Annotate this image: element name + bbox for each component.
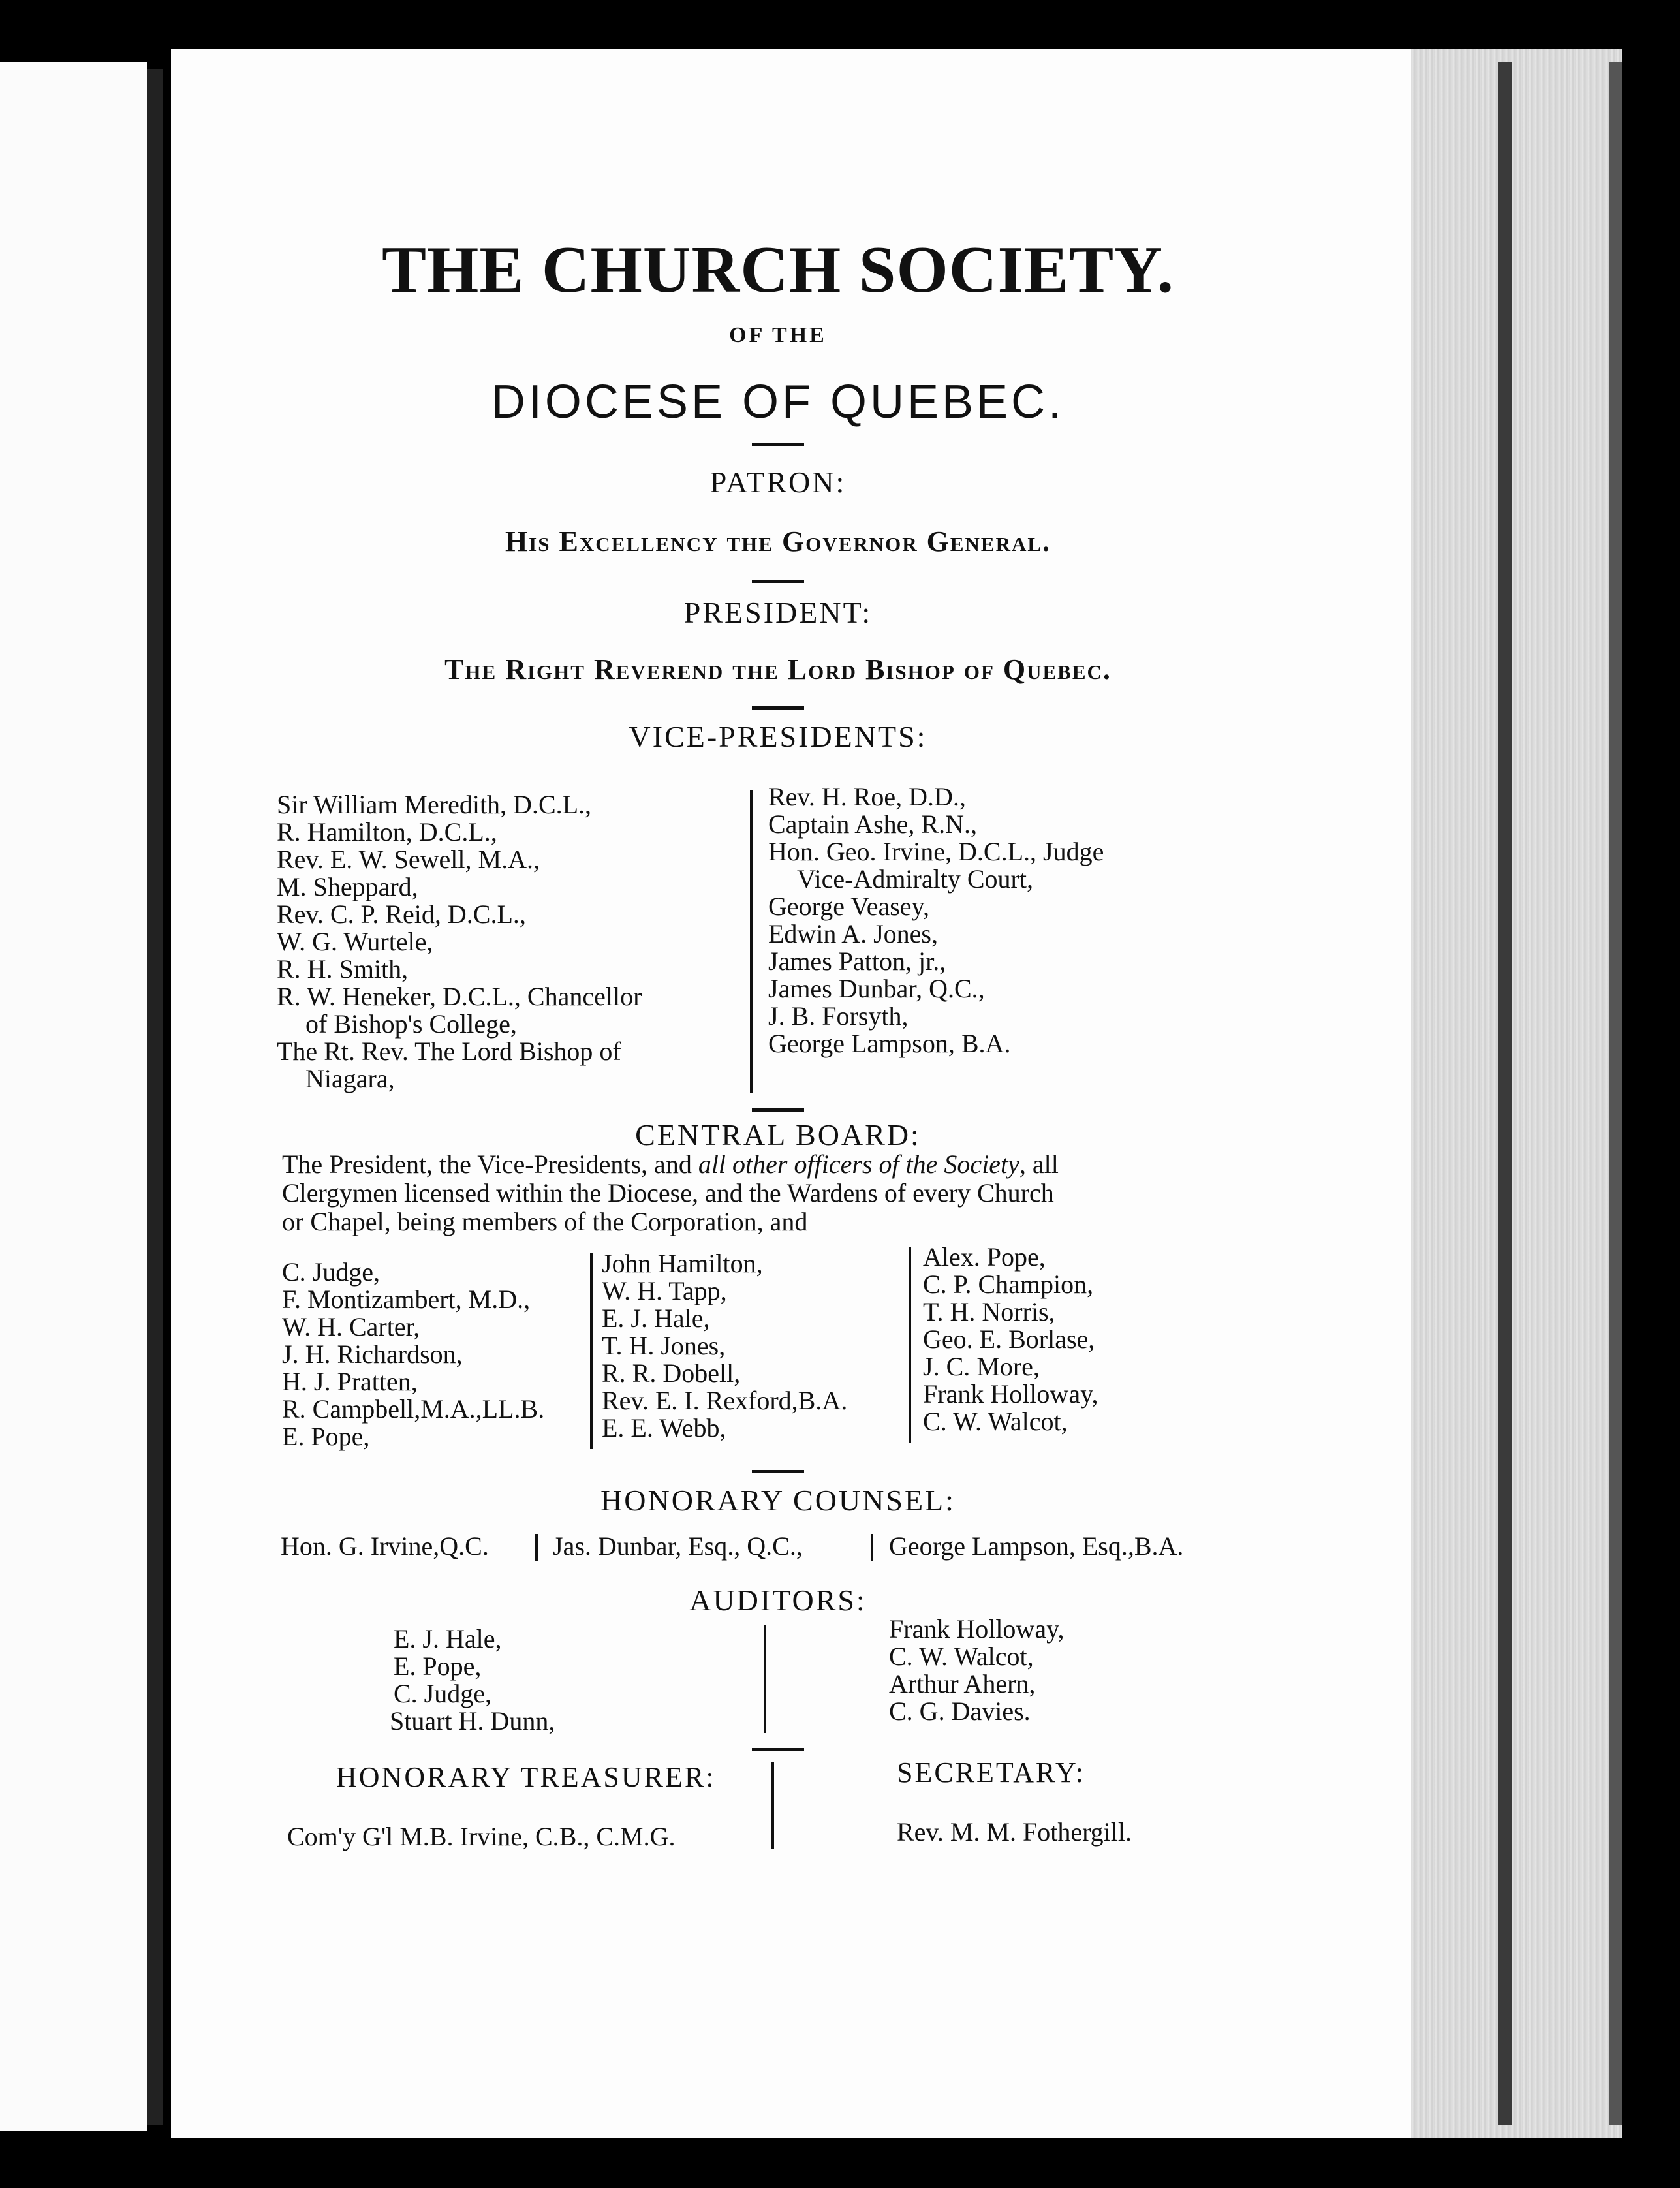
list-item: R. H. Smith, [277,954,409,984]
list-item: Rev. H. Roe, D.D., [768,782,966,811]
list-item: James Dunbar, Q.C., [768,974,985,1003]
treasurer-name: Com'y G'l M.B. Irvine, C.B., C.M.G. [287,1822,676,1851]
auditors-heading: AUDITORS: [689,1584,867,1617]
counsel-name: Hon. G. Irvine,Q.C. [281,1531,489,1561]
list-item: Captain Ashe, R.N., [768,809,977,839]
president-name: The Right Reverend the Lord Bishop of Quebec. [444,653,1112,685]
vice-presidents-left [277,791,642,1093]
list-item: M. Sheppard, [277,872,418,901]
list-item: J. H. Richardson, [282,1339,463,1369]
list-item: Alex. Pope, [923,1242,1046,1272]
document-title: THE CHURCH SOCIETY. [381,233,1174,307]
list-item: Rev. C. P. Reid, D.C.L., [277,899,526,929]
list-item: E. J. Hale, [394,1624,502,1653]
column-divider [750,790,753,1093]
list-item: T. H. Norris, [923,1297,1055,1326]
secretary-name: Rev. M. M. Fothergill. [897,1817,1132,1847]
treasurer-heading: HONORARY TREASURER: [336,1761,716,1793]
list-item: R. Hamilton, D.C.L., [277,817,497,847]
divider-rule [752,1748,804,1751]
list-item: C. G. Davies. [889,1696,1031,1726]
auditors-right [889,1616,1064,1725]
of-the-line: OF THE [729,323,827,347]
column-divider [535,1534,538,1561]
list-item: W. H. Tapp, [602,1276,727,1305]
central-board-col2 [602,1250,847,1442]
list-item: John Hamilton, [602,1249,763,1278]
list-item: E. Pope, [394,1651,482,1681]
list-item: W. G. Wurtele, [277,927,433,956]
list-item: Rev. E. W. Sewell, M.A., [277,845,540,874]
list-item: Geo. E. Borlase, [923,1324,1095,1354]
page-content [171,0,1385,2188]
divider-rule [752,580,804,583]
list-item: George Lampson, B.A. [768,1029,1011,1058]
list-item: Vice-Admiralty Court, [797,864,1033,894]
counsel-name: Jas. Dunbar, Esq., Q.C., [553,1531,803,1561]
divider-rule [752,706,804,710]
list-item: H. J. Pratten, [282,1367,418,1396]
patron-name: His Excellency the Governor General. [505,525,1051,557]
list-item: J. C. More, [923,1352,1040,1381]
list-item: R. Campbell,M.A.,LL.B. [282,1394,545,1424]
column-divider [871,1534,873,1561]
list-item: Sir William Meredith, D.C.L., [277,790,592,819]
page-stack-shadow [1498,62,1512,2125]
central-board-heading: CENTRAL BOARD: [635,1118,921,1151]
list-item: George Veasey, [768,892,929,921]
list-item: Rev. E. I. Rexford,B.A. [602,1386,848,1415]
page-stack-shadow-right [1609,62,1622,2125]
list-item: J. B. Forsyth, [768,1001,909,1031]
honorary-counsel-heading: HONORARY COUNSEL: [600,1484,956,1517]
list-item: C. Judge, [282,1257,380,1287]
list-item: Frank Holloway, [889,1614,1065,1644]
central-board-col3 [923,1243,1098,1435]
list-item: Arthur Ahern, [889,1669,1036,1698]
facing-page [0,62,147,2131]
secretary-heading: SECRETARY: [897,1757,1085,1789]
list-item: C. P. Champion, [923,1270,1094,1299]
column-divider [590,1253,593,1449]
list-item: James Patton, jr., [768,946,946,976]
list-item: Edwin A. Jones, [768,919,938,948]
column-divider [771,1762,774,1849]
divider-rule [752,1108,804,1112]
list-item: Stuart H. Dunn, [390,1706,555,1736]
list-item: Hon. Geo. Irvine, D.C.L., Judge [768,837,1104,866]
list-item: F. Montizambert, M.D., [282,1285,531,1314]
divider-rule [752,1470,804,1473]
list-item: C. W. Walcot, [889,1642,1034,1671]
counsel-name: George Lampson, Esq.,B.A. [889,1531,1184,1561]
intro-line: The President, the Vice-Presidents, and all other officers of the Society, all [282,1149,1059,1179]
column-divider [909,1247,911,1443]
auditors-left [390,1625,555,1735]
list-item: C. Judge, [394,1679,491,1708]
central-board-col1 [282,1258,544,1450]
list-item: R. R. Dobell, [602,1358,741,1388]
diocese-title: DIOCESE OF QUEBEC. [491,376,1065,428]
list-item: The Rt. Rev. The Lord Bishop of [277,1037,621,1066]
list-item: Frank Holloway, [923,1379,1098,1409]
list-item: W. H. Carter, [282,1312,420,1341]
list-item: E. Pope, [282,1422,370,1451]
president-heading: PRESIDENT: [683,596,873,629]
list-item: C. W. Walcot, [923,1407,1068,1436]
patron-heading: PATRON: [709,465,847,499]
central-board-intro [282,1150,1313,1236]
list-item: of Bishop's College, [305,1009,517,1039]
intro-line: Clergymen licensed within the Diocese, and the Wardens of every Church [282,1178,1054,1208]
list-item: Niagara, [305,1064,395,1093]
vice-presidents-right [768,783,1104,1057]
list-item: E. E. Webb, [602,1413,726,1443]
list-item: R. W. Heneker, D.C.L., Chancellor [277,982,642,1011]
vice-presidents-heading: VICE-PRESIDENTS: [629,720,927,753]
column-divider [764,1625,766,1733]
list-item: T. H. Jones, [602,1331,726,1360]
binding-gutter [147,69,163,2125]
intro-line: or Chapel, being members of the Corporation, and [282,1207,808,1236]
divider-rule [752,443,804,446]
list-item: E. J. Hale, [602,1304,710,1333]
